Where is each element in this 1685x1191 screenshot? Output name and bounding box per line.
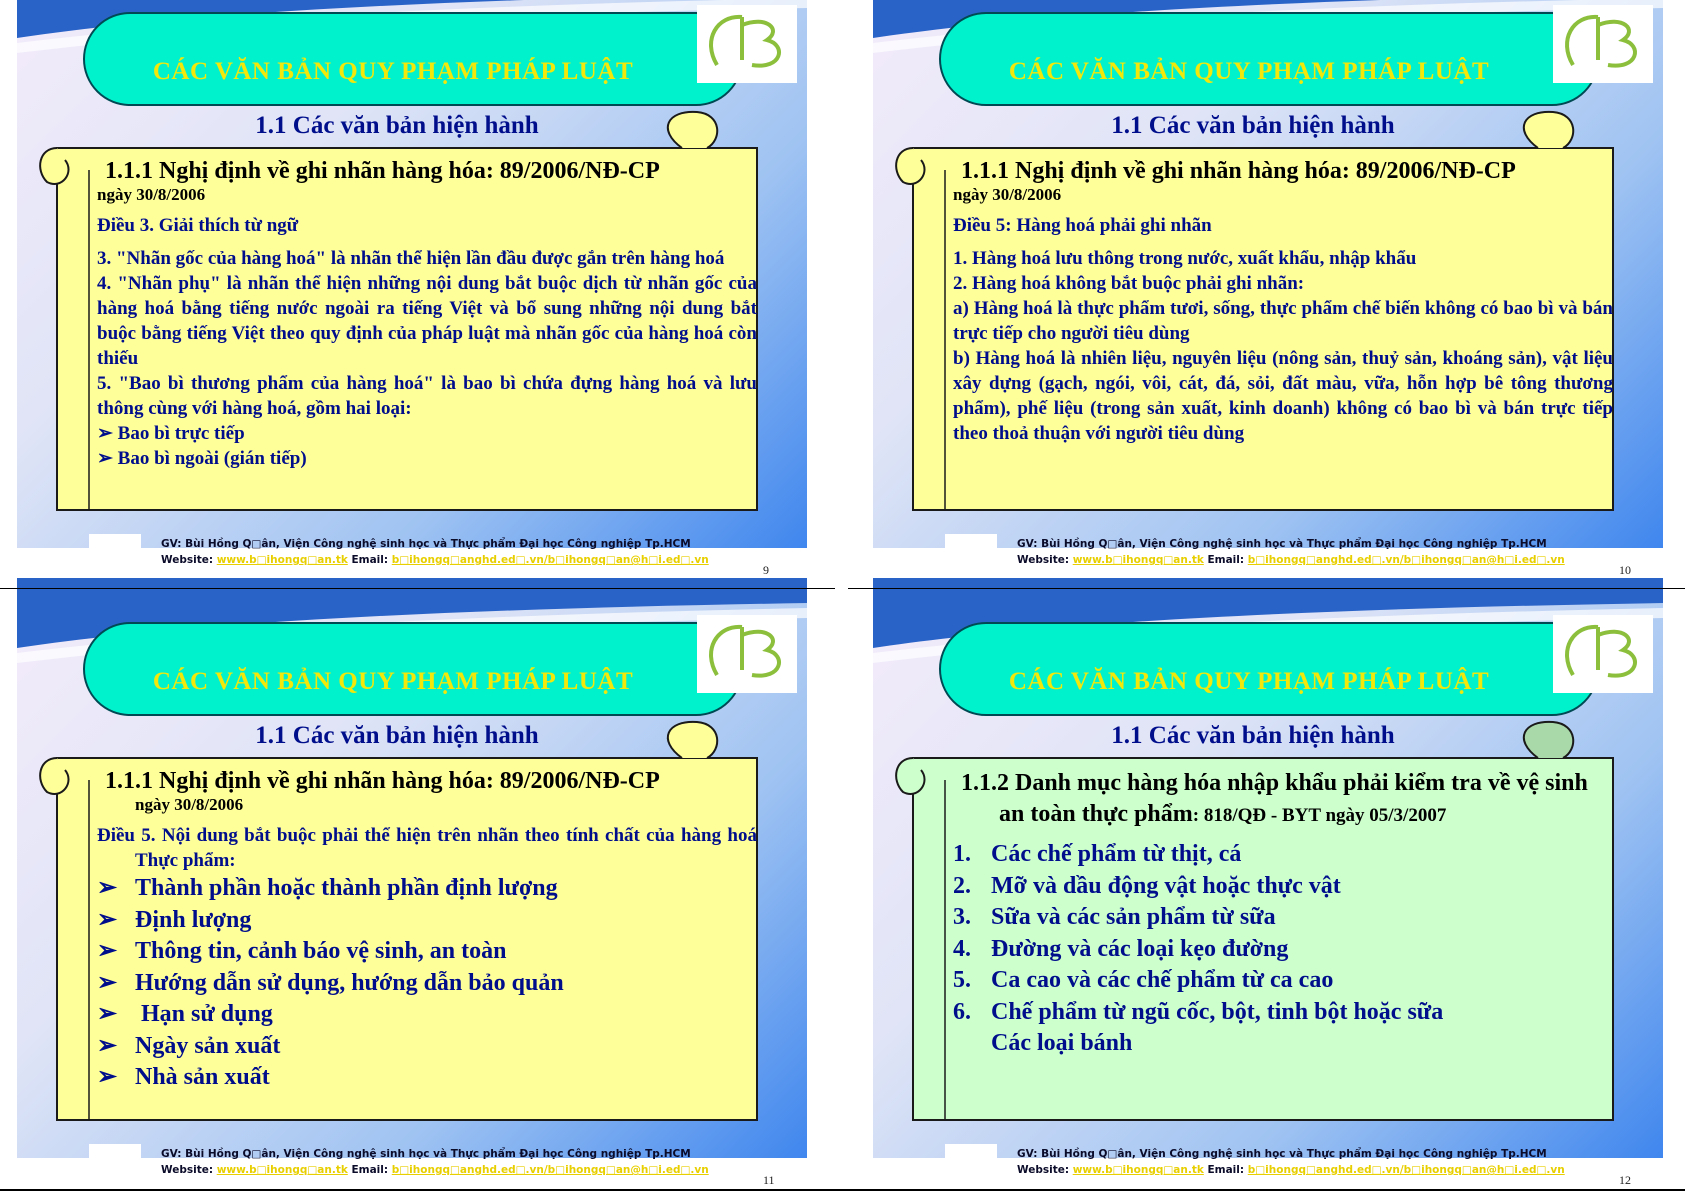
banner-title: CÁC VĂN BẢN QUY PHẠM PHÁP LUẬT (1008, 58, 1490, 85)
list-item-text: Ngày sản xuất (135, 1032, 281, 1059)
website-label: Website: (161, 1164, 217, 1176)
list-heading-title: 1.1.2 Danh mục hàng hóa nhập khẩu phải kiểm tra về vệ sinh an toàn thực phẩm (961, 770, 1588, 827)
list-item-text: Nhà sản xuất (135, 1064, 270, 1090)
title-banner (939, 12, 1599, 106)
page-number: 9 (763, 563, 769, 577)
decree-heading (97, 158, 757, 185)
footer-author: GV: Bùi Hồng Q□ân, Viện Công nghệ sinh học và Thực phẩm Đại học Công nghiệp Tp.HCM (1017, 1148, 1547, 1160)
slide-9 (17, 0, 807, 577)
list-item-text: Định lượng (135, 906, 252, 933)
footer-author: GV: Bùi Hồng Q□ân, Viện Công nghệ sinh học và Thực phẩm Đại học Công nghiệp Tp.HCM (1017, 538, 1547, 550)
slide-content (97, 768, 757, 1094)
list-item-text: Hướng dẫn sử dụng, hướng dẫn bảo quản (135, 969, 564, 996)
article-subitem: ➢ Bao bì ngoài (gián tiếp) (97, 448, 307, 469)
email-link[interactable]: b□ihongq□anghd.ed□.vn/b□ihongq□an@h□i.ed□.vn (1247, 554, 1565, 566)
list-number: 6. (953, 998, 971, 1025)
list-item-text: Đường và các loại kẹo đường (991, 935, 1289, 962)
divider (0, 588, 835, 589)
decree-date: ngày 30/8/2006 (97, 185, 206, 204)
bullet-arrow-icon: ➢ (97, 1064, 118, 1090)
slide-12 (873, 578, 1663, 1187)
banner-title: CÁC VĂN BẢN QUY PHẠM PHÁP LUẬT (1008, 668, 1490, 695)
article-item: a) Hàng hoá là thực phẩm tươi, sống, thực phẩm chế biến không có bao bì và bán trực tiếp cho người tiêu dùng (953, 298, 1613, 344)
email-label: Email: (1203, 554, 1248, 566)
slide-10 (873, 0, 1663, 577)
list-item (97, 905, 757, 937)
list-item-text: Mỡ và dầu động vật hoặc thực vật (991, 872, 1341, 899)
email-label: Email: (347, 1164, 392, 1176)
footer-author: GV: Bùi Hồng Q□ân, Viện Công nghệ sinh học và Thực phẩm Đại học Công nghiệp Tp.HCM (161, 538, 691, 550)
list-item-text: Thành phần hoặc thành phần định lượng (135, 875, 558, 901)
article-item: b) Hàng hoá là nhiên liệu, nguyên liệu (nông sản, thuỷ sản, khoáng sản), vật liệu xây dựng (gạch, ngói, vôi, cát, đá, sỏi, đất màu, vữa, hỗn hợp bê tông thương phẩm), phế liệu (trong sản xuất, kinh doanh) không có bao bì và bán trực tiếp theo thoả thuận với người tiêu dùng (953, 348, 1613, 444)
list-item (953, 1028, 1613, 1060)
footer-logo (89, 534, 141, 576)
banner-title: CÁC VĂN BẢN QUY PHẠM PHÁP LUẬT (152, 58, 634, 85)
article-item: 3. "Nhãn gốc của hàng hoá" là nhãn thể hiện lần đầu được gắn trên hàng hoá (97, 248, 725, 269)
section-subtitle: 1.1 Các văn bản hiện hành (255, 722, 539, 749)
page-number: 12 (1619, 1173, 1631, 1187)
email-link[interactable]: b□ihongq□anghd.ed□.vn/b□ihongq□an@h□i.ed□.vn (1247, 1164, 1565, 1176)
institute-logo (697, 615, 797, 693)
slide-content (97, 158, 757, 471)
footer-links (161, 1162, 709, 1178)
email-link[interactable]: b□ihongq□anghd.ed□.vn/b□ihongq□an@h□i.ed□.vn (391, 554, 709, 566)
product-list (953, 839, 1613, 1060)
banner-title: CÁC VĂN BẢN QUY PHẠM PHÁP LUẬT (152, 668, 634, 695)
email-label: Email: (347, 554, 392, 566)
article-item: 5. "Bao bì thương phẩm của hàng hoá" là bao bì chứa đựng hàng hoá và lưu thông cùng với hàng hoá, gồm hai loại: (97, 373, 757, 419)
bullet-arrow-icon: ➢ (97, 1001, 118, 1027)
decree-heading (97, 768, 757, 795)
decree-heading (953, 158, 1613, 185)
list-item (953, 902, 1613, 934)
list-item-text: Các loại bánh (991, 1030, 1133, 1056)
slide-11 (17, 578, 807, 1187)
website-label: Website: (1017, 1164, 1073, 1176)
list-item (97, 999, 757, 1031)
list-item (97, 1062, 757, 1094)
list-number: 3. (953, 904, 971, 930)
list-item-text: Các chế phẩm từ thịt, cá (991, 841, 1242, 867)
list-item (953, 839, 1613, 871)
footer-logo (945, 1144, 997, 1186)
list-heading (953, 768, 1613, 831)
footer-links (1017, 1162, 1565, 1178)
footer-author: GV: Bùi Hồng Q□ân, Viện Công nghệ sinh học và Thực phẩm Đại học Công nghiệp Tp.HCM (161, 1148, 691, 1160)
list-item-text: Chế phẩm từ ngũ cốc, bột, tinh bột hoặc sữa (991, 998, 1444, 1025)
decree-title: 1.1.1 Nghị định về ghi nhãn hàng hóa: 89/2006/NĐ-CP (105, 768, 660, 794)
website-link[interactable]: www.b□ihongq□an.tk (1072, 1164, 1204, 1176)
decree-title: 1.1.1 Nghị định về ghi nhãn hàng hóa: 89/2006/NĐ-CP (961, 158, 1516, 184)
list-item (953, 997, 1613, 1029)
institute-logo (1553, 615, 1653, 693)
bullet-arrow-icon: ➢ (97, 906, 118, 933)
page-number: 11 (763, 1173, 775, 1187)
footer (1017, 536, 1565, 568)
list-number: 5. (953, 967, 971, 993)
slide-content (953, 158, 1613, 446)
list-item-text: Sữa và các sản phẩm từ sữa (991, 904, 1276, 930)
list-item (97, 1031, 757, 1063)
website-label: Website: (1017, 554, 1073, 566)
bullet-arrow-icon: ➢ (97, 1032, 118, 1059)
list-number: 1. (953, 841, 971, 867)
article-title: Điều 3. Giải thích từ ngữ (97, 215, 299, 236)
bullet-arrow-icon: ➢ (97, 938, 118, 964)
list-item (97, 936, 757, 968)
website-label: Website: (161, 554, 217, 566)
email-label: Email: (1203, 1164, 1248, 1176)
list-item (953, 965, 1613, 997)
section-subtitle: 1.1 Các văn bản hiện hành (1111, 112, 1395, 139)
section-subtitle: 1.1 Các văn bản hiện hành (1111, 722, 1395, 749)
list-item (97, 968, 757, 1000)
website-link[interactable]: www.b□ihongq□an.tk (1072, 554, 1204, 566)
footer-links (1017, 552, 1565, 568)
list-item-text: Thông tin, cảnh báo vệ sinh, an toàn (135, 938, 507, 964)
list-item (97, 873, 757, 905)
page-number: 10 (1619, 563, 1631, 577)
footer-logo (945, 534, 997, 576)
list-item (953, 871, 1613, 903)
article-subitem: ➢ Bao bì trực tiếp (97, 423, 245, 444)
email-link[interactable]: b□ihongq□anghd.ed□.vn/b□ihongq□an@h□i.ed□.vn (391, 1164, 709, 1176)
list-item (953, 934, 1613, 966)
bullet-arrow-icon: ➢ (97, 969, 118, 996)
list-item-text: Ca cao và các chế phẩm từ ca cao (991, 967, 1334, 993)
slide-content (953, 768, 1613, 1060)
decree-date: ngày 30/8/2006 (953, 185, 1062, 204)
list-item-text: Hạn sử dụng (135, 1001, 273, 1027)
website-link[interactable]: www.b□ihongq□an.tk (216, 1164, 348, 1176)
decree-title: 1.1.1 Nghị định về ghi nhãn hàng hóa: 89/2006/NĐ-CP (105, 158, 660, 184)
article-item: 4. "Nhãn phụ" là nhãn thể hiện những nội dung bắt buộc dịch từ nhãn gốc của hàng hoá bằng tiếng nước ngoài ra tiếng Việt và bổ sung những nội dung bắt buộc bằng tiếng Việt theo quy định của pháp luật mà nhãn gốc của hàng hoá còn thiếu (97, 273, 757, 369)
list-heading-reference: : 818/QĐ - BYT ngày 05/3/2007 (1192, 805, 1447, 826)
divider (848, 588, 1685, 589)
footer (1017, 1146, 1565, 1178)
footer-logo (89, 1144, 141, 1186)
list-number: 4. (953, 935, 971, 962)
institute-logo (697, 5, 797, 83)
footer (161, 536, 709, 568)
section-subtitle: 1.1 Các văn bản hiện hành (255, 112, 539, 139)
article-intro: Điều 5. Nội dung bắt buộc phải thể hiện trên nhãn theo tính chất của hàng hoá Thực phẩm: (97, 825, 757, 871)
list-number: 2. (953, 872, 971, 899)
title-banner (83, 12, 743, 106)
footer (161, 1146, 709, 1178)
article-item: 1. Hàng hoá lưu thông trong nước, xuất khẩu, nhập khẩu (953, 248, 1417, 269)
decree-date: ngày 30/8/2006 (135, 795, 244, 814)
footer-links (161, 552, 709, 568)
title-banner (939, 622, 1599, 716)
institute-logo (1553, 5, 1653, 83)
article-title: Điều 5: Hàng hoá phải ghi nhãn (953, 215, 1212, 236)
website-link[interactable]: www.b□ihongq□an.tk (216, 554, 348, 566)
title-banner (83, 622, 743, 716)
article-item: 2. Hàng hoá không bắt buộc phải ghi nhãn: (953, 273, 1305, 294)
bullet-arrow-icon: ➢ (97, 875, 118, 901)
